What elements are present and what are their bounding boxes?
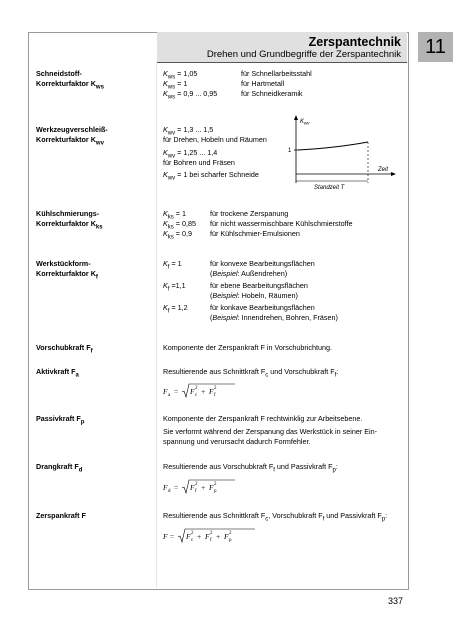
fd-formula <box>163 477 243 499</box>
chapter-tab <box>418 32 453 62</box>
fd-formula-svg <box>163 477 243 497</box>
svg-text:f: f <box>214 393 216 398</box>
label-fz: Zerspankraft F <box>36 511 86 520</box>
label-f-sub: f <box>95 274 98 281</box>
svg-text:p: p <box>214 489 217 494</box>
fp-line1: Komponente der Zerspankraft F rechtwinklig zur Arbeitsebene. <box>163 414 363 423</box>
f-note: (Beispiel: Innendrehen, Bohren, Fräsen) <box>210 313 338 322</box>
ks-desc: für nicht wassermischbare Kühlschmierstoffe <box>210 219 353 228</box>
svg-text:2: 2 <box>214 482 217 487</box>
label-ws <box>36 69 154 93</box>
label-ws-line2: Korrekturfaktor K <box>36 78 96 88</box>
page-number: 337 <box>388 596 404 606</box>
wv-line: $K_{wv} = 1$ bei scharfer Schneide <box>163 170 259 182</box>
label-ks-line1: Kühlschmierungs- <box>36 209 100 218</box>
label-ff: Vorschubkraft $F_f$ <box>36 343 93 355</box>
column-divider <box>156 62 157 588</box>
wv-line: für Bohren und Fräsen <box>163 158 235 167</box>
svg-text:a: a <box>168 393 171 398</box>
svg-text:+: + <box>216 532 221 541</box>
page-subtitle: Drehen und Grundbegriffe der Zerspantechnik <box>206 49 401 60</box>
fa-formula-svg <box>163 381 243 401</box>
page-header <box>157 32 407 63</box>
label-f-line2: Korrekturfaktor K <box>36 268 96 278</box>
f-desc: für ebene Bearbeitungsflächen <box>210 281 308 290</box>
wv-line: $K_{wv} = 1,25$ ... 1,4 <box>163 148 218 160</box>
ws-row: $K_{ws} = 0,9$ ... 0,95 <box>163 89 218 101</box>
svg-text:F: F <box>190 387 195 396</box>
f-row: $K_f = 1$ <box>163 259 182 271</box>
chapter-number: 11 <box>425 35 446 58</box>
ks-row: $K_{ks} = 0,85$ <box>163 219 196 231</box>
svg-text:c: c <box>195 393 198 398</box>
fp-line3: spannung und verursacht dadurch Formfehler. <box>163 437 311 446</box>
label-f <box>36 259 154 283</box>
svg-text:F: F <box>163 483 168 492</box>
svg-text:=: = <box>170 532 175 541</box>
label-fa: Aktivkraft $F_a$ <box>36 367 79 379</box>
ks-desc: für trockene Zerspanung <box>210 209 289 218</box>
x-axis-arrow <box>391 172 396 176</box>
svg-text:2: 2 <box>210 531 213 536</box>
svg-text:d: d <box>168 489 171 494</box>
page-title: Zerspantechnik <box>308 35 401 49</box>
f-note: (Beispiel: Außendrehen) <box>210 269 288 278</box>
label-ks-line2: Korrekturfaktor K <box>36 218 96 228</box>
f-desc: für konkave Bearbeitungsflächen <box>210 303 315 312</box>
label-f-line1: Werkstückform- <box>36 259 91 268</box>
svg-text:F: F <box>205 532 210 541</box>
tool-wear-diagram <box>286 113 398 193</box>
fa-text: Resultierende aus Schnittkraft $F_c$ und Vorschubkraft $F_f$: <box>163 367 339 379</box>
svg-text:+: + <box>197 532 202 541</box>
svg-text:F: F <box>190 483 195 492</box>
svg-text:F: F <box>186 532 191 541</box>
f-note: (Beispiel: Hobeln, Räumen) <box>210 291 298 300</box>
y-axis-arrow <box>294 115 298 120</box>
svg-text:F: F <box>209 387 214 396</box>
label-fp: Passivkraft $F_p$ <box>36 414 85 426</box>
diagram-y-tick-label: 1 <box>288 148 292 154</box>
label-ks-sub: ks <box>95 224 103 231</box>
diagram-y-label: $K_{wv}$ <box>300 119 310 126</box>
ff-text: Komponente der Zerspankraft F in Vorschubrichtung. <box>163 343 332 352</box>
fp-line2: Sie verformt während der Zerspanung das Werkstück in seiner Ein- <box>163 427 377 436</box>
svg-text:F: F <box>163 387 168 396</box>
svg-text:c: c <box>191 538 194 543</box>
label-ws-line1: Schneidstoff- <box>36 69 82 78</box>
svg-text:2: 2 <box>214 386 217 391</box>
label-wv-line2: Korrekturfaktor K <box>36 134 96 144</box>
svg-text:2: 2 <box>229 531 232 536</box>
ks-row: $K_{ks} = 0,9$ <box>163 229 192 241</box>
wv-line: für Drehen, Hobeln und Räumen <box>163 135 267 144</box>
label-wv <box>36 125 154 149</box>
label-ks <box>36 209 154 233</box>
wv-line: $K_{wv} = 1,3$ ... 1,5 <box>163 125 214 137</box>
label-ws-sub: ws <box>95 84 104 91</box>
svg-text:F: F <box>224 532 229 541</box>
svg-text:F: F <box>163 532 168 541</box>
svg-text:+: + <box>201 483 206 492</box>
svg-text:2: 2 <box>195 482 198 487</box>
ks-desc: für Kühlschmier-Emulsionen <box>210 229 300 238</box>
svg-text:f: f <box>210 538 212 543</box>
svg-text:=: = <box>174 387 179 396</box>
ws-desc: für Schnellarbeitsstahl <box>241 69 312 78</box>
fz-text: Resultierende aus Schnittkraft $F_c$, Vorschubkraft $F_f$ und Passivkraft $F_p$: <box>163 511 388 523</box>
ws-desc: für Hartmetall <box>241 79 285 88</box>
fa-formula <box>163 381 243 403</box>
diagram-x-label: Zeit <box>378 167 389 173</box>
fz-formula <box>163 526 263 548</box>
svg-text:+: + <box>201 387 206 396</box>
svg-text:2: 2 <box>191 531 194 536</box>
f-row: $K_f =1,1$ <box>163 281 186 293</box>
label-wv-sub: wv <box>95 140 104 147</box>
ws-desc: für Schneidkeramik <box>241 89 303 98</box>
svg-text:2: 2 <box>195 386 198 391</box>
f-row: $K_f = 1,2$ <box>163 303 188 315</box>
ks-row: $K_{ks} = 1$ <box>163 209 186 221</box>
fd-text: Resultierende aus Vorschubkraft $F_f$ und Passivkraft $F_p$: <box>163 462 338 474</box>
label-fd: Drangkraft $F_d$ <box>36 462 83 474</box>
svg-text:f: f <box>195 489 197 494</box>
label-wv-line1: Werkzeugverschleiß- <box>36 125 108 134</box>
diagram-standzeit-label: Standzeit T <box>314 185 345 191</box>
svg-text:=: = <box>174 483 179 492</box>
svg-text:p: p <box>229 538 232 543</box>
f-desc: für konvexe Bearbeitungsflächen <box>210 259 315 268</box>
fz-formula-svg <box>163 526 263 546</box>
ws-row: $K_{ws} = 1$ <box>163 79 188 91</box>
svg-text:F: F <box>209 483 214 492</box>
wear-curve <box>298 142 368 150</box>
ws-row: $K_{ws} = 1,05$ <box>163 69 198 81</box>
